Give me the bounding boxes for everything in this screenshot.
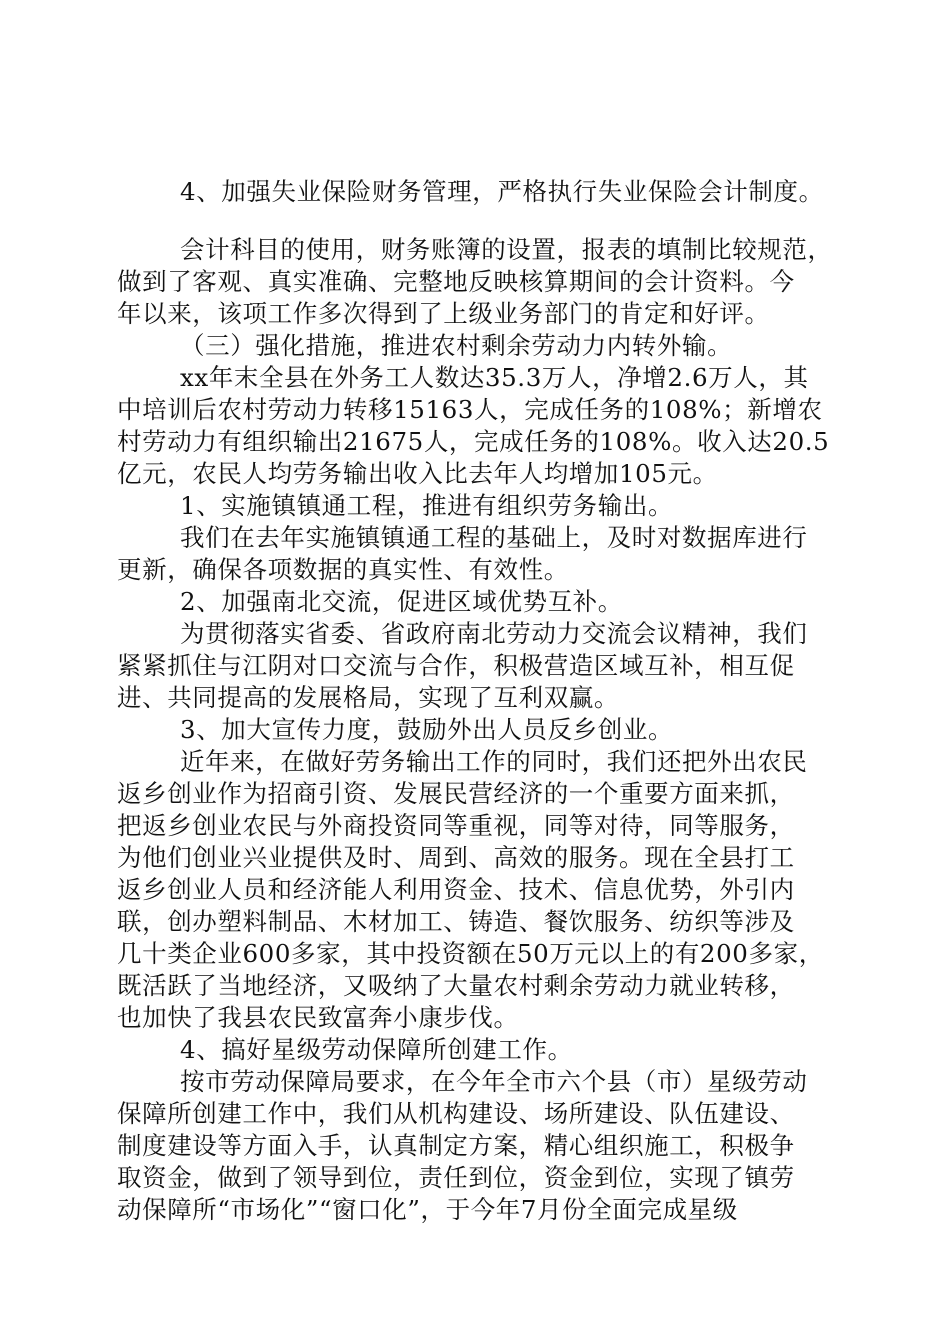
section-heading-3: （三）强化措施，推进农村剩余劳动力内转外输。	[180, 331, 733, 360]
heading-3-promotion: 3、加大宣传力度，鼓励外出人员反乡创业。	[180, 715, 674, 744]
paragraph-line: 动保障所“市场化”“窗口化”，于今年7月份全面完成星级	[117, 1195, 738, 1224]
heading-2-exchange: 2、加强南北交流，促进区域优势互补。	[180, 587, 623, 616]
paragraph-line: 近年来，在做好劳务输出工作的同时，我们还把外出农民	[180, 747, 808, 776]
paragraph-line: 按市劳动保障局要求，在今年全市六个县（市）星级劳动	[180, 1067, 808, 1096]
paragraph-line: xx年末全县在外务工人数达35.3万人，净增2.6万人，其	[180, 363, 809, 392]
paragraph-line: 中培训后农村劳动力转移15163人，完成任务的108%；新增农	[117, 395, 823, 424]
paragraph-line: 联，创办塑料制品、木材加工、铸造、餐饮服务、纺织等涉及	[117, 907, 795, 936]
paragraph-line: 村劳动力有组织输出21675人，完成任务的108%。收入达20.5	[117, 427, 830, 456]
paragraph-line: 把返乡创业农民与外商投资同等重视，同等对待，同等服务，	[117, 811, 795, 840]
paragraph-line: 为他们创业兴业提供及时、周到、高效的服务。现在全县打工	[117, 843, 795, 872]
paragraph-line: 做到了客观、真实准确、完整地反映核算期间的会计资料。今	[117, 267, 795, 296]
paragraph-line: 紧紧抓住与江阴对口交流与合作，积极营造区域互补，相互促	[117, 651, 795, 680]
paragraph-line: 既活跃了当地经济，又吸纳了大量农村剩余劳动力就业转移，	[117, 971, 795, 1000]
heading-1-town: 1、实施镇镇通工程，推进有组织劳务输出。	[180, 491, 674, 520]
paragraph-line: 也加快了我县农民致富奔小康步伐。	[117, 1003, 519, 1032]
paragraph-line: 返乡创业作为招商引资、发展民营经济的一个重要方面来抓，	[117, 779, 795, 808]
paragraph-line: 几十类企业600多家，其中投资额在50万元以上的有200多家，	[117, 939, 824, 968]
paragraph-line: 返乡创业人员和经济能人利用资金、技术、信息优势，外引内	[117, 875, 795, 904]
paragraph-line: 进、共同提高的发展格局，实现了互利双赢。	[117, 683, 619, 712]
paragraph-line: 保障所创建工作中，我们从机构建设、场所建设、队伍建设、	[117, 1099, 795, 1128]
heading-4-star-station: 4、搞好星级劳动保障所创建工作。	[180, 1035, 573, 1064]
paragraph-line: 会计科目的使用，财务账簿的设置，报表的填制比较规范，	[180, 235, 833, 264]
paragraph-line: 亿元，农民人均劳务输出收入比去年人均增加105元。	[117, 459, 718, 488]
paragraph-line: 制度建设等方面入手，认真制定方案，精心组织施工，积极争	[117, 1131, 795, 1160]
paragraph-line: 更新，确保各项数据的真实性、有效性。	[117, 555, 569, 584]
paragraph-line: 我们在去年实施镇镇通工程的基础上，及时对数据库进行	[180, 523, 808, 552]
paragraph-line: 年以来，该项工作多次得到了上级业务部门的肯定和好评。	[117, 299, 770, 328]
paragraph-line: 为贯彻落实省委、省政府南北劳动力交流会议精神，我们	[180, 619, 808, 648]
heading-4-finance: 4、加强失业保险财务管理，严格执行失业保险会计制度。	[180, 177, 824, 206]
paragraph-line: 取资金，做到了领导到位，责任到位，资金到位，实现了镇劳	[117, 1163, 795, 1192]
